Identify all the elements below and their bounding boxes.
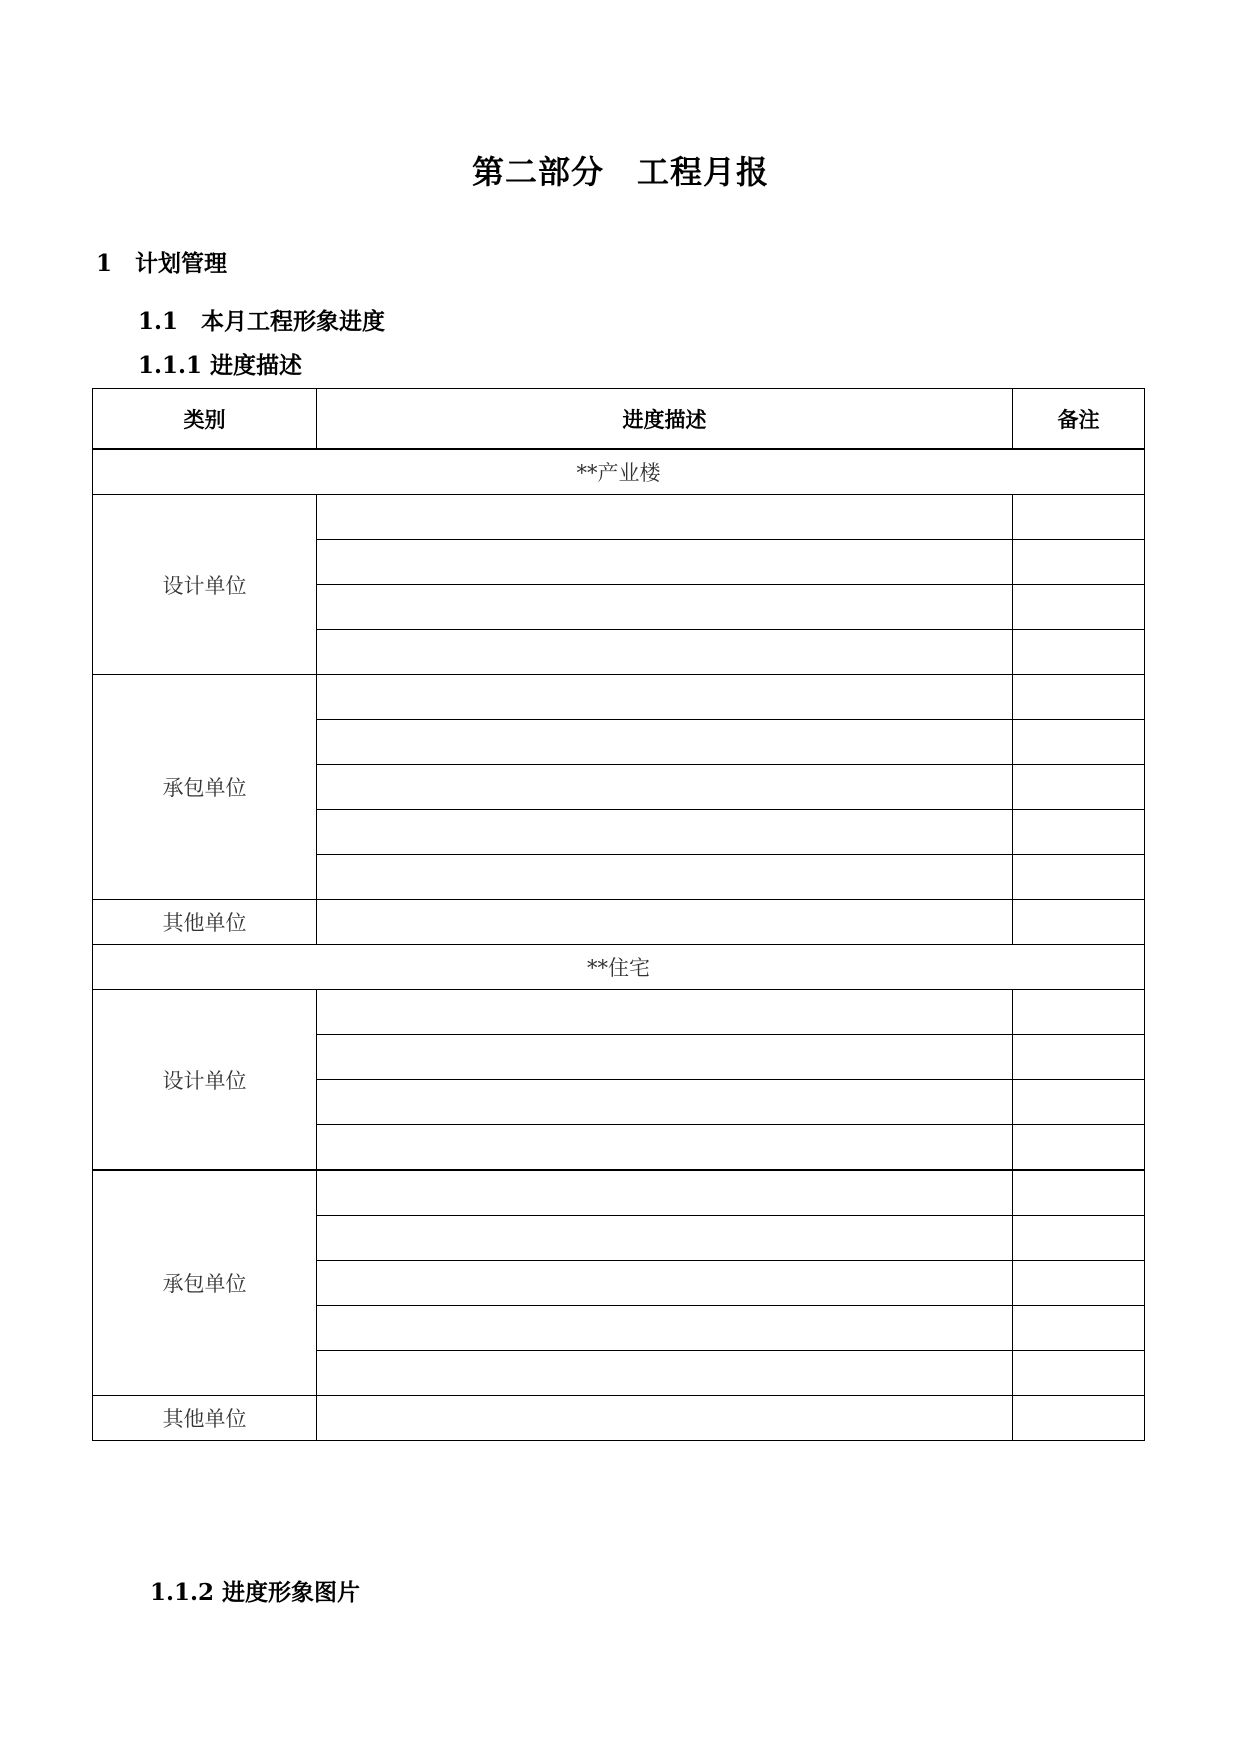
remarks-cell[interactable] (1013, 720, 1145, 765)
description-cell[interactable] (317, 495, 1013, 540)
remarks-cell[interactable] (1013, 1396, 1145, 1441)
description-cell[interactable] (317, 765, 1013, 810)
remarks-cell[interactable] (1013, 810, 1145, 855)
description-cell[interactable] (317, 1396, 1013, 1441)
remarks-cell[interactable] (1013, 495, 1145, 540)
page-title: 第二部分 工程月报 (471, 153, 769, 191)
remarks-cell[interactable] (1013, 1170, 1145, 1216)
description-cell[interactable] (317, 675, 1013, 720)
section-title: **产业楼 (93, 449, 1145, 495)
description-cell[interactable] (317, 630, 1013, 675)
table-row (93, 495, 1145, 540)
remarks-cell[interactable] (1013, 1125, 1145, 1171)
description-cell[interactable] (317, 1261, 1013, 1306)
remarks-cell[interactable] (1013, 675, 1145, 720)
description-cell[interactable] (317, 585, 1013, 630)
description-cell[interactable] (317, 720, 1013, 765)
header-remarks: 备注 (1013, 389, 1145, 450)
description-cell[interactable] (317, 1216, 1013, 1261)
description-cell[interactable] (317, 1080, 1013, 1125)
remarks-cell[interactable] (1013, 1216, 1145, 1261)
description-cell[interactable] (317, 855, 1013, 900)
description-cell[interactable] (317, 1170, 1013, 1216)
section-row (93, 449, 1145, 495)
description-cell[interactable] (317, 990, 1013, 1035)
remarks-cell[interactable] (1013, 765, 1145, 810)
table-row (93, 990, 1145, 1035)
description-cell[interactable] (317, 540, 1013, 585)
remarks-cell[interactable] (1013, 855, 1145, 900)
table-row (93, 675, 1145, 720)
category-cell: 承包单位 (93, 1170, 317, 1396)
description-cell[interactable] (317, 1125, 1013, 1171)
remarks-cell[interactable] (1013, 585, 1145, 630)
description-cell[interactable] (317, 900, 1013, 945)
table-row (93, 900, 1145, 945)
progress-table (92, 388, 1145, 1441)
heading-progress-description: 1.1.1 进度描述 (138, 352, 303, 379)
remarks-cell[interactable] (1013, 1080, 1145, 1125)
remarks-cell[interactable] (1013, 900, 1145, 945)
category-cell: 设计单位 (93, 495, 317, 675)
category-cell: 其他单位 (93, 1396, 317, 1441)
category-cell: 承包单位 (93, 675, 317, 900)
remarks-cell[interactable] (1013, 1306, 1145, 1351)
section-title: **住宅 (93, 945, 1145, 990)
table-row (93, 1396, 1145, 1441)
table-row (93, 1170, 1145, 1216)
description-cell[interactable] (317, 810, 1013, 855)
header-category: 类别 (93, 389, 317, 450)
heading-plan-management: 1 计划管理 (96, 250, 228, 277)
remarks-cell[interactable] (1013, 990, 1145, 1035)
category-cell: 设计单位 (93, 990, 317, 1171)
remarks-cell[interactable] (1013, 1261, 1145, 1306)
remarks-cell[interactable] (1013, 1035, 1145, 1080)
table-body (93, 449, 1145, 1441)
description-cell[interactable] (317, 1351, 1013, 1396)
section-row (93, 945, 1145, 990)
category-cell: 其他单位 (93, 900, 317, 945)
heading-progress-images: 1.1.2 进度形象图片 (150, 1579, 361, 1606)
table-header-row (93, 389, 1145, 450)
heading-monthly-progress: 1.1 本月工程形象进度 (138, 308, 386, 335)
description-cell[interactable] (317, 1035, 1013, 1080)
remarks-cell[interactable] (1013, 540, 1145, 585)
header-description: 进度描述 (317, 389, 1013, 450)
remarks-cell[interactable] (1013, 1351, 1145, 1396)
remarks-cell[interactable] (1013, 630, 1145, 675)
description-cell[interactable] (317, 1306, 1013, 1351)
